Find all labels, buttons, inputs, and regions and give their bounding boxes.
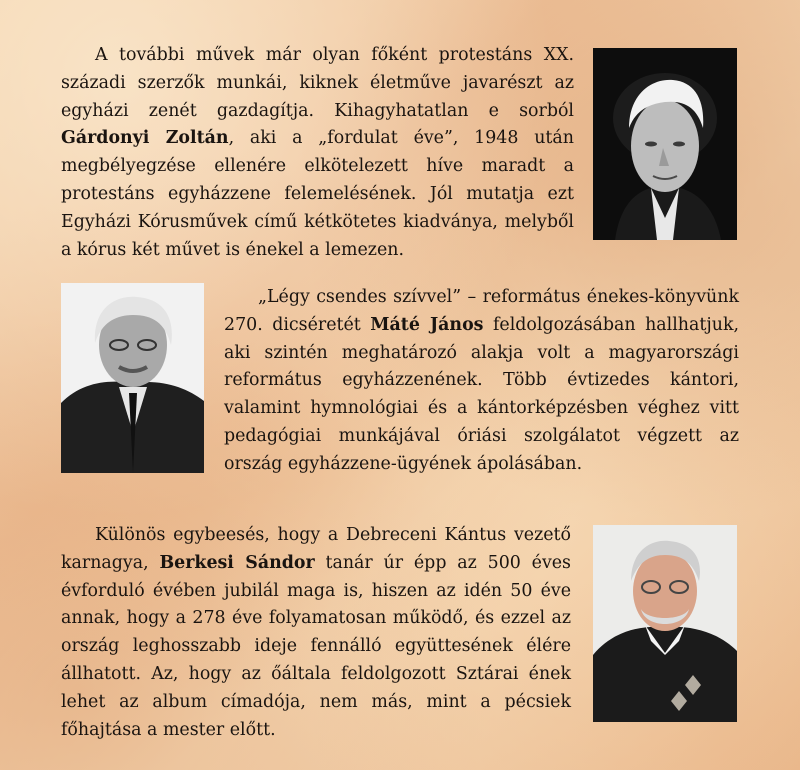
- paragraph-text: Különös egybeesés, hogy a Debreceni Kántus vezető karnagya,: [61, 525, 571, 573]
- paragraph-text: A további művek már olyan főként protestáns XX. századi szerzők munkái, kiknek életműve javarészt az egyházi zenét gazdagítja. Kihagyhatatlan e sorból: [61, 45, 574, 121]
- paragraph-text: , aki a „fordulat éve”, 1948 után megbélyegzése ellenére elkötelezett híve maradt a protestáns egyházzene felemelésének. Jól mutatja ezt Egyházi Kórusművek című kétkötetes kiadványa, melyből a kórus két művet is énekel a lemezen.: [61, 128, 574, 260]
- composer-name: Gárdonyi Zoltán: [61, 128, 229, 149]
- portrait-photo-gardonyi: [593, 48, 737, 240]
- paragraph-mate: [224, 284, 739, 479]
- paragraph-berkesi: [61, 522, 571, 744]
- conductor-name: Berkesi Sándor: [159, 552, 315, 573]
- paragraph-text: tanár úr épp az 500 éves évforduló évében jubilál maga is, hiszen az idén 50 éve annak, hogy a 278 éve folyamatosan működő, és ezzel az ország leghosszabb ideje fennálló együttesének élére állhatott. Az, hogy az őáltala feldolgozott Sztárai ének lehet az album címadója, nem más, mint a pécsiek főhajtása a mester előtt.: [61, 552, 571, 740]
- paragraph-text: feldolgozásában hallhatjuk, aki szintén meghatározó alakja volt a magyarországi református egyházzenének. Több évtizedes kántori, valamint hymnológiai és a kántorképzésben véghez vitt pedagógiai munkájával óriási szolgálatot végzett az ország egyházzene-ügyének ápolásában.: [224, 314, 740, 474]
- portrait-photo-mate: [61, 283, 204, 473]
- paragraph-gardonyi: [61, 42, 574, 264]
- paragraph-text: „Légy csendes szívvel” – református énekes-könyvünk 270. dicséretét: [224, 287, 739, 335]
- portrait-photo-berkesi: [593, 525, 737, 722]
- composer-name: Máté János: [370, 314, 484, 335]
